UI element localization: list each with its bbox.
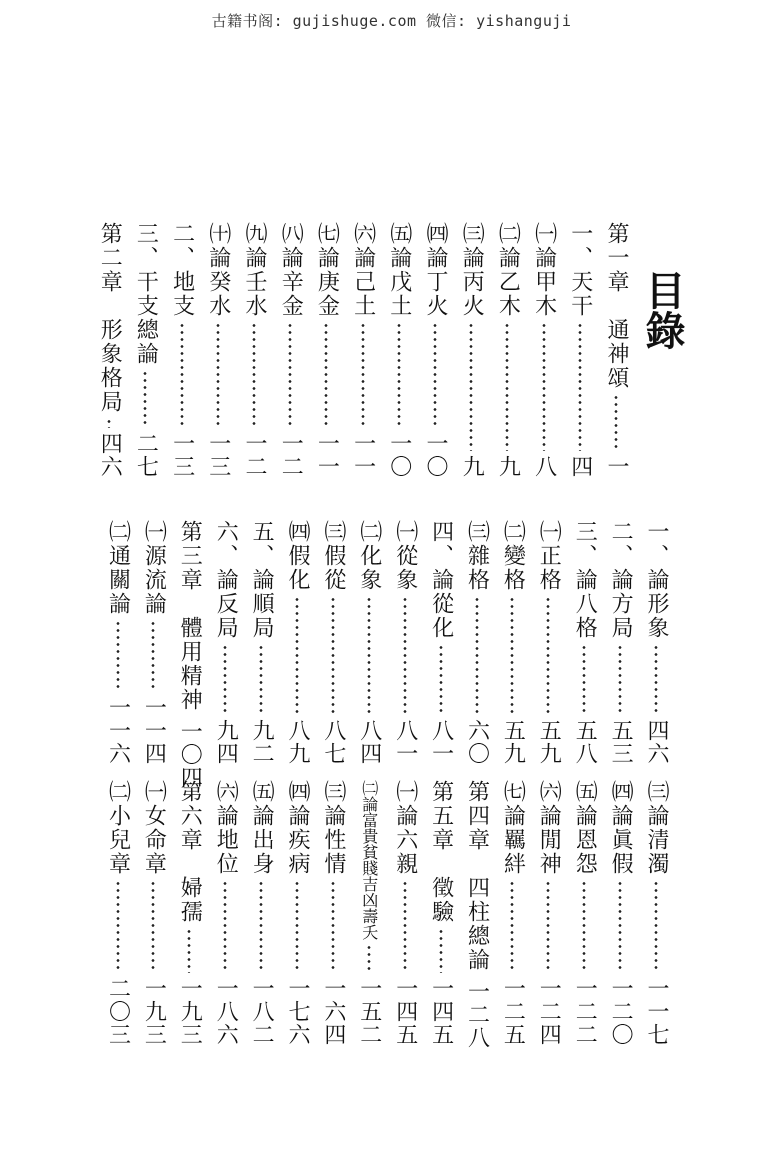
toc-entry-title: 四、論從化 [428,520,454,640]
toc-entry-page: 六〇 [464,719,490,765]
toc-leader-dots [223,880,227,973]
toc-leader-dots [475,596,479,715]
toc-leader-dots [259,880,263,973]
toc-entry-page: 四六 [644,719,669,765]
toc-entry-page: 一一六 [105,696,131,765]
toc-entry-page: 九 [495,455,521,478]
toc-entry-title: ㈤論出身 [249,780,275,876]
toc-entry [208,780,242,1046]
toc-entry-title: ㈤論戊土 [386,222,412,318]
toc-entry-page: 一四五 [392,977,418,1046]
toc-entry-page: 一八二 [249,977,275,1046]
toc-entry [273,222,307,478]
toc-entry-page: 一七六 [285,977,310,1046]
toc-leader-dots [654,880,658,973]
toc-leader-dots [582,880,586,973]
toc-entry [563,222,597,478]
toc-leader-dots [433,322,437,428]
toc-entry-title: ㈡小兒章 [105,780,131,876]
toc-entry-title: 二、論方局 [608,520,634,640]
toc-entry-page: 一四五 [428,977,454,1046]
toc-entry-title: ㈥論閒神 [536,780,562,876]
toc-entry [316,520,350,765]
toc-entry-page: 九 [459,455,485,478]
toc-entry-title: ㈣論丁火 [423,222,448,318]
toc-entry-title: 第五章 徵驗 [428,780,454,924]
toc-entry-page: 五九 [500,719,526,765]
toc-leader-dots [180,322,184,428]
toc-entry-page: 一三 [169,432,195,478]
toc-entry [244,520,278,765]
toc-entry-title: ㈧論辛金 [278,222,304,318]
toc-entry [603,780,637,1046]
toc-leader-dots [618,644,622,715]
toc-leader-dots [331,596,335,715]
toc-entry-title: 三、論八格 [572,520,598,640]
toc-entry [92,222,126,478]
toc-entry-title: 五、論順局 [249,520,275,640]
toc-leader-dots [361,322,365,428]
toc-entry [460,780,494,1049]
toc-entry-page: 一〇 [423,432,448,478]
toc-entry-page: 八七 [320,719,346,765]
toc-entry [136,520,170,765]
toc-leader-dots [403,880,407,973]
toc-entry [316,780,350,1046]
toc-leader-dots [542,322,546,451]
toc-entry-page: 一〇四 [177,720,203,789]
toc-entry-page: 九二 [249,719,275,765]
toc-entry-title: ㈣假化 [285,520,310,592]
toc-entry [639,520,673,765]
toc-entry-title: ㈥論己土 [350,222,376,318]
toc-entry-page: 二七 [133,432,159,478]
toc-entry [531,780,565,1046]
toc-leader-dots [367,596,371,715]
toc-entry-page: 一二五 [500,977,526,1046]
toc-leader-dots [582,644,586,715]
toc-entry [172,780,206,1046]
toc-entry-page: 一二 [278,432,304,478]
toc-leader-dots [505,322,509,451]
toc-entry-page: 八一 [428,719,454,765]
toc-entry-page: 九四 [213,719,239,765]
toc-entry [309,222,343,478]
toc-entry [136,780,170,1046]
toc-entry [490,222,524,478]
toc-entry [165,222,199,478]
toc-entry-title: 第六章 婦孺 [177,780,203,924]
toc-leader-dots [216,322,220,428]
toc-entry [639,780,673,1046]
toc-entry-title: ㈤論恩怨 [572,780,598,876]
toc-entry-title: 第三章 體用精神 [177,520,203,712]
toc-entry-page: 一九三 [141,977,167,1046]
toc-entry-page: 八 [531,455,557,478]
toc-entry-title: 第四章 四柱總論 [464,780,490,972]
toc-entry-title: ㈡論富貴貧賤吉凶壽夭 [359,780,379,940]
page-title: 目錄 [639,270,686,350]
toc-entry [495,780,529,1046]
toc-entry-page: 一二 [242,432,267,478]
toc-entry-title: ㈠源流論 [141,520,167,616]
toc-entry-page: 一六四 [320,977,346,1046]
toc-leader-dots [252,322,256,428]
toc-entry-page: 一二四 [536,977,562,1046]
toc-entry-page: 一一 [350,432,376,478]
toc-entry-page: 一〇 [386,432,412,478]
toc-entry [388,520,422,765]
toc-entry-title: ㈢論清濁 [644,780,669,876]
toc-entry-title: ㈠女命章 [141,780,167,876]
toc-entry-title: 第二章 形象格局 [97,222,123,414]
toc-entry [128,222,162,478]
toc-entry-title: ㈠正格 [536,520,562,592]
toc-leader-dots [151,620,155,692]
toc-entry [388,780,422,1046]
toc-entry [101,520,135,765]
toc-entry-page: 八一 [392,719,418,765]
toc-leader-dots [439,644,443,715]
toc-entry-page: 五九 [536,719,562,765]
toc-entry-title: ㈣論眞假 [608,780,634,876]
toc-leader-dots [324,322,328,428]
toc-leader-dots [259,644,263,715]
toc-entry-title: ㈡化象 [356,520,382,592]
toc-entry-title: ㈨論壬水 [242,222,267,318]
toc-entry-page: 一一七 [644,977,669,1046]
toc-entry-page: 一一 [314,432,340,478]
toc-leader-dots [295,880,299,973]
toc-entry [172,520,206,789]
toc-entry-page: 八九 [285,719,310,765]
toc-entry [567,520,601,765]
toc-entry [346,222,380,478]
toc-leader-dots [116,880,120,973]
toc-leader-dots [618,880,622,973]
toc-entry-title: ㈢論性情 [320,780,346,876]
toc-entry-title: ㈡變格 [500,520,526,592]
toc-entry [280,780,314,1046]
toc-entry [424,520,458,765]
toc-entry [208,520,242,765]
toc-leader-dots [288,322,292,428]
toc-entry [101,780,135,1046]
toc-entry-title: 三、干支總論 [133,222,159,366]
toc-leader-dots [116,620,120,692]
toc-entry [531,520,565,765]
toc-entry [352,520,386,765]
toc-entry-page: 一八六 [213,977,239,1046]
toc-leader-dots [614,394,618,451]
toc-leader-dots [546,880,550,973]
toc-entry-title: 二、地支 [169,222,195,318]
toc-entry [454,222,488,478]
toc-entry-page: 一九三 [177,977,203,1046]
toc-leader-dots [469,322,473,451]
toc-entry-page: 一三 [205,432,231,478]
toc-entry-page: 一二二 [572,977,598,1046]
toc-entry [237,222,271,478]
toc-entry-title: ㈦論羈絆 [500,780,526,876]
toc-entry [424,780,458,1046]
toc-entry [382,222,416,478]
toc-entry-title: ㈩論癸水 [205,222,231,318]
toc-entry-page: 五八 [572,719,598,765]
toc-entry-title: 第一章 通神頌 [604,222,629,390]
toc-leader-dots [403,596,407,715]
toc-leader-dots [510,880,514,973]
toc-leader-dots [439,928,443,973]
toc-leader-dots [578,322,582,451]
watermark-text: 古籍书阁: gujishuge.com 微信: yishanguji [211,12,572,30]
toc-entry-title: ㈣論疾病 [285,780,310,876]
toc-entry [603,520,637,765]
toc-leader-dots [107,418,111,428]
toc-entry-page: 一一四 [141,696,167,765]
toc-entry [244,780,278,1046]
toc-entry [527,222,561,478]
toc-leader-dots [331,880,335,973]
toc-entry-title: ㈦論庚金 [314,222,340,318]
toc-entry-title: ㈡論乙木 [495,222,521,318]
toc-leader-dots [187,928,191,973]
toc-entry-page: 一二八 [464,980,490,1049]
toc-entry-page: 四 [567,455,593,478]
toc-entry [599,222,633,478]
toc-entry-title: 六、論反局 [213,520,239,640]
toc-leader-dots [510,596,514,715]
toc-entry-title: ㈥論地位 [213,780,239,876]
toc-entry-page: 一五二 [356,977,382,1046]
toc-entry-page: 二〇三 [105,977,131,1046]
toc-leader-dots [295,596,299,715]
toc-entry-title: ㈢假從 [320,520,346,592]
toc-leader-dots [546,596,550,715]
toc-leader-dots [143,370,147,428]
toc-entry-title: 一、論形象 [644,520,669,640]
toc-entry [567,780,601,1046]
toc-leader-dots [654,644,658,715]
toc-entry-title: ㈢雜格 [464,520,490,592]
toc-entry-page: 五三 [608,719,634,765]
toc-entry-page: 四六 [97,432,123,478]
toc-entry-title: ㈠論六親 [392,780,418,876]
toc-leader-dots [151,880,155,973]
toc-entry-page: 一二〇 [608,977,634,1046]
toc-entry [460,520,494,765]
toc-entry [495,520,529,765]
toc-entry [201,222,235,478]
toc-entry-title: ㈠從象 [392,520,418,592]
toc-leader-dots [397,322,401,428]
toc-leader-dots [367,944,371,973]
toc-entry-page: 八四 [356,719,382,765]
toc-entry-title: ㈠論甲木 [531,222,557,318]
toc-entry-title: 一、天干 [567,222,593,318]
toc-entry-title: ㈡通關論 [105,520,131,616]
toc-leader-dots [223,644,227,715]
toc-entry-page: 一 [604,455,629,478]
toc-entry [352,780,386,1046]
toc-entry [418,222,452,478]
toc-entry-title: ㈢論丙火 [459,222,485,318]
toc-entry [280,520,314,765]
